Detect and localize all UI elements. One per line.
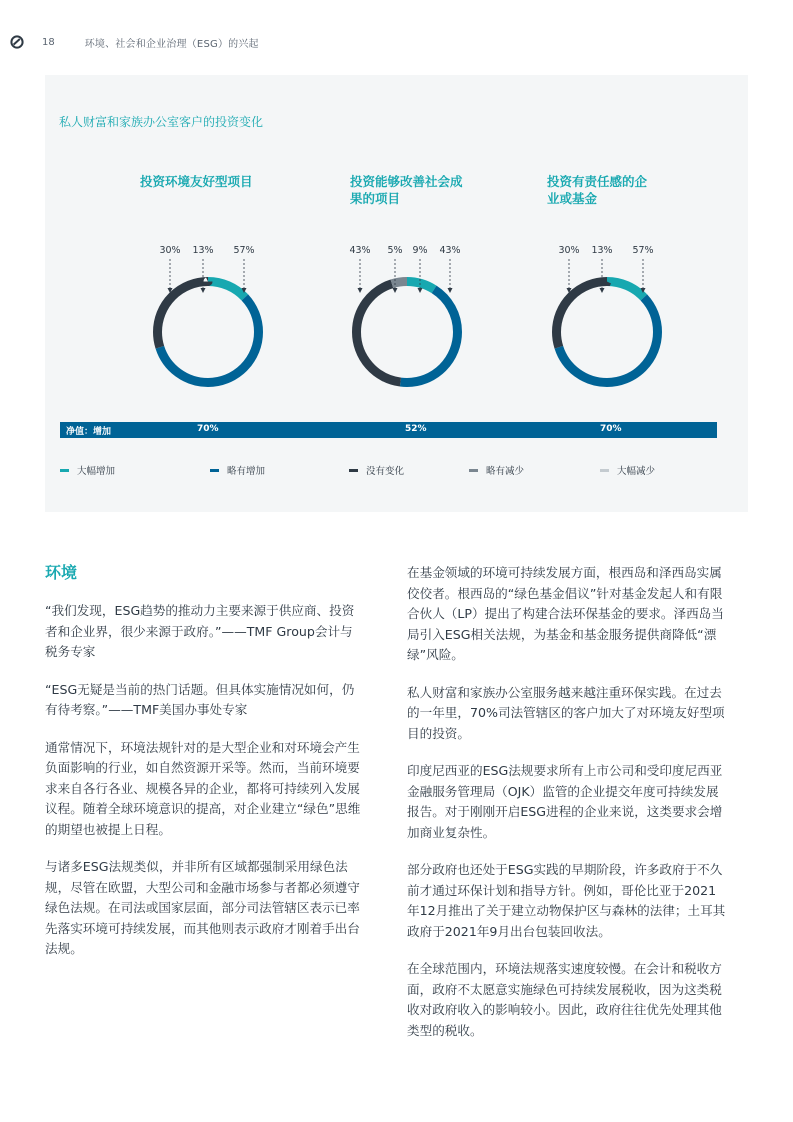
- quote-paragraph: “ESG无疑是当前的热门话题。但具体实施情况如何，仍有待考察。”——TMF美国办事处专家: [45, 681, 355, 717]
- page-number: 18: [42, 36, 55, 48]
- left-column: [45, 563, 365, 977]
- donut-value-label: 43%: [349, 245, 371, 256]
- net-label: 净值：增加: [66, 427, 112, 437]
- chart-title-line: 投资有责任感的企: [547, 174, 648, 189]
- legend-item: [469, 463, 524, 477]
- donut-value-label: 9%: [412, 245, 428, 256]
- legend-label: 大幅增加: [77, 466, 116, 477]
- donut-value-label: 30%: [558, 245, 580, 256]
- body-paragraph: 在基金领域的环境可持续发展方面，根西岛和泽西岛实属佼佼者。根西岛的“绿色基金倡议”针对基金发起人和有限合伙人（LP）提出了构建合法环保基金的要求。泽西岛当局引入ESG相关法规，为基金和基金服务提供商降低“漂绿”风险。: [407, 565, 724, 662]
- legend-swatch: [210, 469, 219, 472]
- body-paragraph: 部分政府也还处于ESG实践的早期阶段，许多政府于不久前才通过环保计划和指导方针。例如，哥伦比亚于2021年12月推出了关于建立动物保护区与森林的法律；土耳其政府于2021年9月出台包装回收法。: [407, 862, 726, 939]
- donut-value-label: 57%: [632, 245, 654, 256]
- chart-title-line: 业或基金: [547, 191, 598, 206]
- legend-label: 略有减少: [486, 466, 525, 477]
- legend-item: [60, 463, 115, 477]
- leader-arrow: [201, 288, 206, 293]
- leader-arrow: [418, 288, 423, 293]
- quote-paragraph: “我们发现，ESG趋势的推动力主要来源于供应商、投资者和企业界，很少来源于政府。”——TMF Group会计与税务专家: [45, 603, 355, 659]
- net-increase-bar: [60, 422, 717, 438]
- chart-legend: [60, 463, 730, 477]
- donut-value-label: 13%: [591, 245, 613, 256]
- legend-item: [600, 463, 655, 477]
- body-paragraph: 印度尼西亚的ESG法规要求所有上市公司和受印度尼西亚金融服务管理局（OJK）监管的企业提交年度可持续发展报告。对于刚刚开启ESG进程的企业来说，这类要求会增加商业复杂性。: [407, 763, 723, 840]
- legend-swatch: [349, 469, 358, 472]
- net-value-social: 52%: [405, 424, 427, 434]
- body-paragraph: 与诸多ESG法规类似，并非所有区域都强制采用绿色法规，尽管在欧盟，大型公司和金融市场参与者都必须遵守绿色法规。在司法或国家层面，部分司法管辖区表示已率先落实环境可持续发展，而其他则表示政府才刚着手出台法规。: [45, 859, 360, 956]
- chart-title-line: 投资环境友好型项目: [140, 174, 253, 189]
- donut-charts: [45, 75, 748, 415]
- chart-title-line: 投资能够改善社会成: [350, 174, 463, 189]
- legend-swatch: [469, 469, 478, 472]
- page-header: [10, 34, 259, 50]
- donut-value-label: 30%: [159, 245, 181, 256]
- body-paragraph: 通常情况下，环境法规针对的是大型企业和对环境会产生负面影响的行业，如自然资源开采等。然而，当前环境要求来自各行各业、规模各异的企业，都将可持续列入发展议程。随着全球环境意识的提高，对企业建立“绿色”思维的期望也被提上日程。: [45, 739, 361, 837]
- donut-value-label: 43%: [439, 245, 461, 256]
- legend-swatch: [60, 469, 69, 472]
- body-paragraph: 私人财富和家族办公室服务越来越注重环保实践。在过去的一年里，70%司法管辖区的客户加大了对环境友好型项目的投资。: [407, 684, 725, 741]
- leader-arrow: [448, 288, 453, 293]
- chart-title-line: 果的项目: [350, 191, 401, 206]
- leader-arrow: [358, 288, 363, 293]
- right-column: [407, 563, 727, 1058]
- legend-item: [349, 463, 404, 477]
- net-value-environment: 70%: [197, 424, 219, 434]
- legend-label: 大幅减少: [617, 466, 656, 477]
- body-paragraph: 在全球范围内，环境法规落实速度较慢。在会计和税收方面，政府不太愿意实施绿色可持续发展税收，因为这类税收对政府收入的影响较小。因此，政府往往优先处理其他类型的税收。: [407, 961, 722, 1038]
- donut-value-label: 5%: [387, 245, 403, 256]
- running-title: 环境、社会和企业治理（ESG）的兴起: [84, 38, 259, 50]
- donut-value-label: 13%: [192, 245, 214, 256]
- brand-logo-icon: [10, 35, 24, 49]
- donut-value-label: 57%: [233, 245, 255, 256]
- panel-title: 私人财富和家族办公室客户的投资变化: [59, 115, 264, 129]
- section-heading: 环境: [45, 563, 78, 582]
- chart-panel: [45, 75, 748, 512]
- legend-swatch: [600, 469, 609, 472]
- legend-item: [210, 463, 265, 477]
- leader-arrow: [600, 288, 605, 293]
- net-value-responsible: 70%: [600, 424, 622, 434]
- legend-label: 没有变化: [366, 466, 405, 477]
- leader-arrow: [393, 288, 398, 293]
- legend-label: 略有增加: [227, 466, 266, 477]
